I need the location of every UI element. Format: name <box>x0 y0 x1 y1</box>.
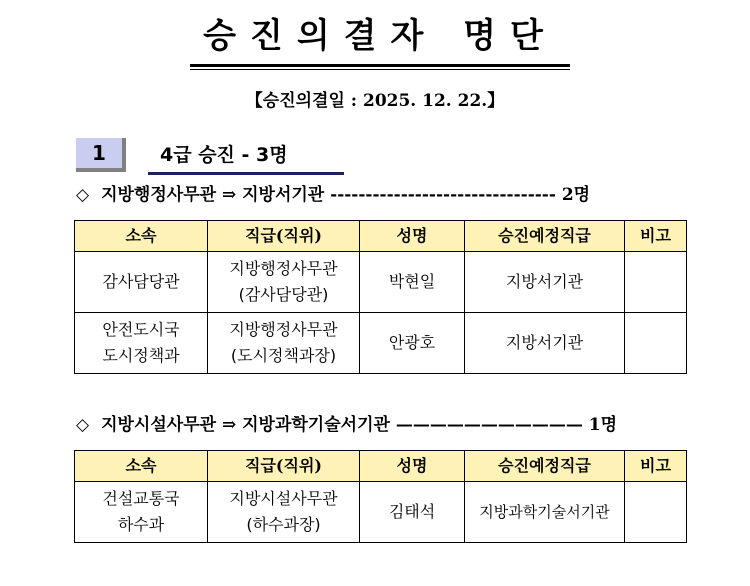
column-header: 성명 <box>360 451 465 482</box>
target-rank-cell: 지방서기관 <box>465 313 625 374</box>
rank-line: 지방행정사무관 <box>229 320 338 339</box>
column-header: 소속 <box>75 451 208 482</box>
target-rank-cell: 지방서기관 <box>465 252 625 313</box>
position-line: (하수과장) <box>246 515 321 534</box>
column-header: 비고 <box>625 221 687 252</box>
rank-cell <box>208 482 360 543</box>
table-row <box>75 313 687 374</box>
section-number-box: 1 <box>76 138 126 172</box>
name-cell: 박현일 <box>360 252 465 313</box>
dept-line: 하수과 <box>117 515 165 534</box>
name-cell: 김태석 <box>360 482 465 543</box>
title-underline-thick <box>190 64 570 67</box>
rank-line: 지방행정사무관 <box>229 259 338 278</box>
column-header: 직급(직위) <box>208 221 360 252</box>
dept-cell <box>75 313 208 374</box>
rank-line: 지방시설사무관 <box>229 489 338 508</box>
promotion-table-1 <box>74 220 687 374</box>
dept-cell <box>75 482 208 543</box>
column-header: 승진예정직급 <box>465 221 625 252</box>
table-header-row <box>75 221 687 252</box>
dept-line: 안전도시국 <box>102 320 180 339</box>
title-underline-thin <box>190 69 570 70</box>
group-heading-2 <box>76 413 617 437</box>
column-header: 직급(직위) <box>208 451 360 482</box>
target-rank-cell: 지방과학기술서기관 <box>465 482 625 543</box>
position-line: (감사담당관) <box>238 285 329 304</box>
note-cell <box>625 482 687 543</box>
note-cell <box>625 252 687 313</box>
promotion-table-2 <box>74 450 687 543</box>
table-row <box>75 482 687 543</box>
resolution-date: 【승진의결일 : 2025. 12. 22.】 <box>245 91 505 111</box>
group-heading-text: 지방행정사무관 ⇒ 지방서기관 -------------------------------- 2명 <box>101 185 591 205</box>
note-cell <box>625 313 687 374</box>
table-header-row <box>75 451 687 482</box>
dept-line: 건설교통국 <box>102 489 180 508</box>
group-heading-text: 지방시설사무관 ⇒ 지방과학기술서기관 ——————————— 1명 <box>101 415 617 435</box>
section-title: 4급 승진 - 3명 <box>160 144 288 166</box>
name-cell: 안광호 <box>360 313 465 374</box>
position-line: (도시정책과장) <box>230 346 337 365</box>
column-header: 성명 <box>360 221 465 252</box>
rank-cell <box>208 313 360 374</box>
diamond-icon: ◇ <box>76 185 90 205</box>
dept-line: 감사담당관 <box>102 272 180 291</box>
column-header: 승진예정직급 <box>465 451 625 482</box>
dept-line: 도시정책과 <box>102 346 180 365</box>
column-header: 비고 <box>625 451 687 482</box>
column-header: 소속 <box>75 221 208 252</box>
table-row <box>75 252 687 313</box>
group-heading-1 <box>76 183 590 207</box>
dept-cell <box>75 252 208 313</box>
rank-cell <box>208 252 360 313</box>
diamond-icon: ◇ <box>76 415 90 435</box>
section-underline <box>148 172 344 175</box>
page-title: 승진의결자 명단 <box>203 16 557 56</box>
